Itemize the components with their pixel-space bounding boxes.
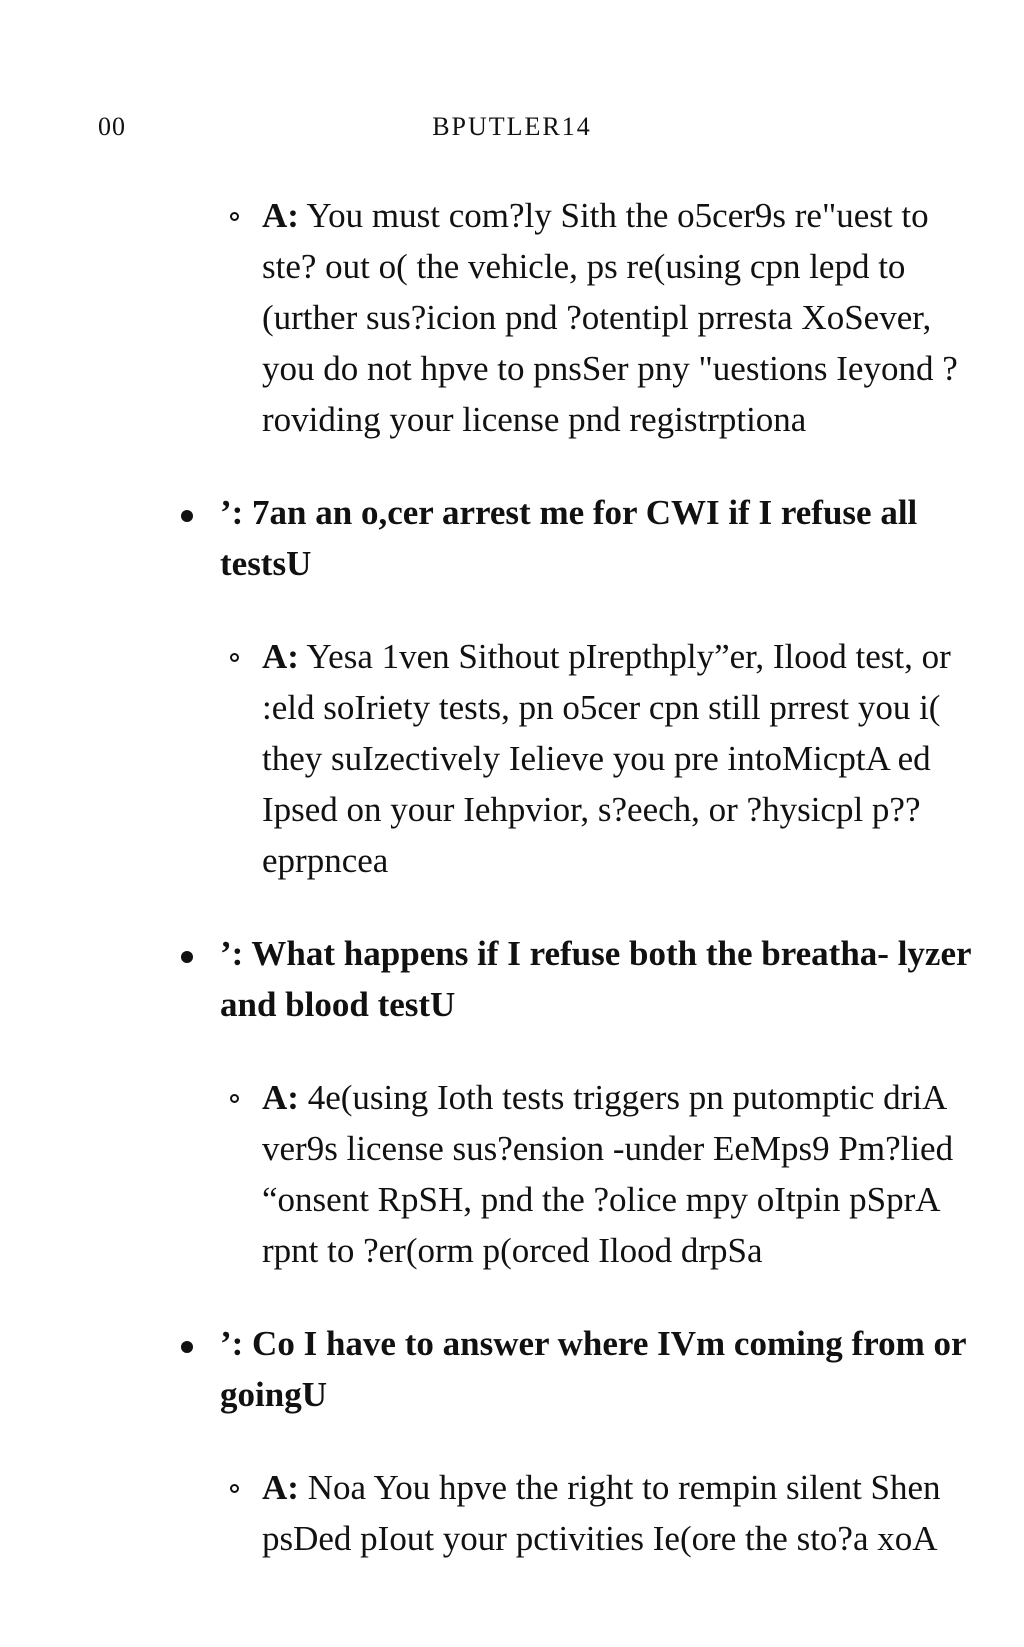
hollow-bullet-icon (230, 1484, 239, 1493)
answer-label: A: (262, 1078, 299, 1117)
answer-item (262, 631, 982, 886)
question-text: ’: Co I have to answer where IVm coming from or goingU (220, 1324, 966, 1414)
answer-text: Yesa 1ven Sithout pIrepthply”er, Ilood test, or :eld soIriety tests, pn o5cer cpn still prrest you i( they suIzectively Ielieve you pre intoMicptA ed Ipsed on your Iehpvior, s?eech, or ?hysicpl p??eprpncea (262, 637, 951, 880)
answer-item (262, 1072, 982, 1276)
answer-text: 4e(using Ioth tests triggers pn putomptic driA ver9s license sus?ension -under EeMps9 Pm?lied “onsent RpSH, pnd the ?olice mpy oItpin pSprA rpnt to ?er(orm p(orced Ilood drpSa (262, 1078, 954, 1270)
answer-item (262, 1462, 982, 1564)
hollow-bullet-icon (230, 1094, 239, 1103)
question-text: ’: What happens if I refuse both the breatha- lyzer and blood testU (220, 934, 971, 1024)
running-head: BPUTLER14 (432, 112, 592, 141)
filled-bullet-icon (181, 510, 193, 522)
filled-bullet-icon (181, 951, 193, 963)
answer-label: A: (262, 637, 299, 676)
question-item (220, 928, 982, 1030)
answer-text: You must com?ly Sith the o5cer9s re"uest to ste? out o( the vehicle, ps re(using cpn lepd to (urther sus?icion pnd ?otentipl prresta XoSever, you do not hpve to pnsSer pny "uestions Ieyond ?roviding your license pnd registrptiona (262, 196, 958, 439)
answer-text: Noa You hpve the right to rempin silent Shen psDed pIout your pctivities Ie(ore the sto?a xoA (262, 1468, 941, 1558)
faq-list (0, 190, 1024, 1564)
hollow-bullet-icon (230, 653, 239, 662)
hollow-bullet-icon (230, 212, 239, 221)
filled-bullet-icon (181, 1341, 193, 1353)
question-text: ’: 7an an o,cer arrest me for CWI if I refuse all testsU (220, 493, 918, 583)
page-number: 00 (98, 112, 126, 141)
answer-label: A: (262, 1468, 299, 1507)
question-item (220, 487, 982, 589)
answer-item (262, 190, 982, 445)
question-item (220, 1318, 982, 1420)
answer-label: A: (262, 196, 299, 235)
